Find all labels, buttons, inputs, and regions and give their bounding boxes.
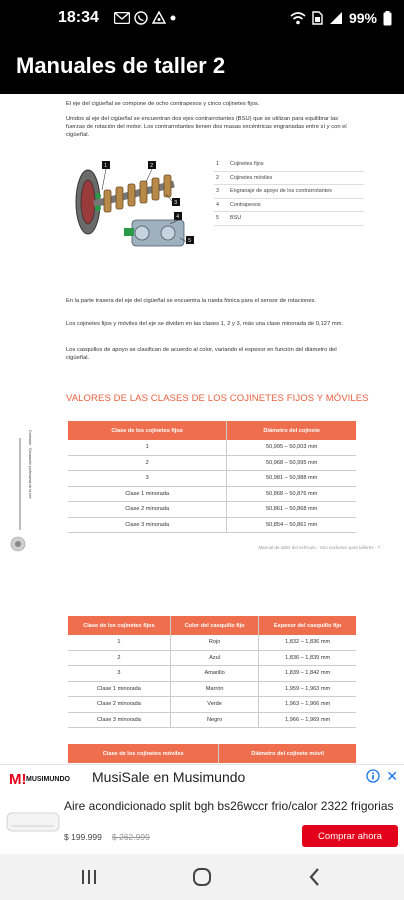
sim-icon bbox=[312, 11, 323, 25]
paragraph-phonic-wheel: En la parte trasera del eje del cigüeñal se encuentra la rueda fónica para el sensor de rotaciones. bbox=[66, 298, 317, 304]
vpn-icon bbox=[152, 11, 166, 25]
notification-icons bbox=[114, 11, 176, 25]
paragraph-bushings: Los casquillos de apoyo se clasifican de acuerdo al color, variando el espesor en función del diámetro del cigüeñal. bbox=[66, 347, 337, 361]
ad-banner[interactable] bbox=[0, 764, 404, 855]
ad-price: $ 199.999 bbox=[64, 832, 102, 842]
table-header: Color del casquillo fijo bbox=[170, 616, 258, 635]
wifi-icon bbox=[290, 12, 306, 25]
paragraph-bsu: Unidos al eje del cigüeñal se encuentran dos ejes contrarrotantes (BSU) que se utilizan para equilibrar las fuerzas de rotación del motor. Los contrarrotantes tienen dos masas excéntricas engranadas entre sí y con el cigüeñal. bbox=[66, 116, 347, 138]
sidebar-vertical-text: Conexión · Desarrollo profesional de la red bbox=[28, 430, 32, 499]
legend-item: 4 Contrapesos bbox=[214, 199, 364, 213]
app-title: Manuales de taller 2 bbox=[16, 53, 226, 78]
table-header: Clase de los cojinetes móviles bbox=[68, 744, 219, 763]
air-conditioner-image bbox=[6, 811, 60, 833]
crankshaft-figure bbox=[66, 158, 206, 258]
svg-text:5: 5 bbox=[188, 238, 192, 244]
page-margin-decoration bbox=[10, 430, 34, 558]
figure-legend bbox=[214, 158, 364, 226]
system-icons bbox=[290, 10, 392, 26]
app-bar bbox=[0, 38, 404, 94]
table-header: Espesor del casquillo fijo bbox=[259, 616, 356, 635]
section-title: VALORES DE LAS CLASES DE LOS COJINETES FIJOS Y MÓVILES bbox=[66, 393, 369, 404]
recent-apps-button[interactable] bbox=[77, 865, 101, 889]
paragraph-bearing-classes: Los cojinetes fijos y móviles del eje se dividen en las clases 1, 2 y 3, más una clase minorada de 0,127 mm. bbox=[66, 321, 344, 327]
table-header-row bbox=[68, 616, 356, 635]
paragraph-crankshaft: El eje del cigüeñal se compone de ocho contrapesos y cinco cojinetes fijos. bbox=[66, 101, 260, 107]
table-header: Clase de los cojinetes fijos bbox=[68, 421, 227, 440]
table-header: Clase de los cojinetes fijos bbox=[68, 616, 170, 635]
svg-text:3: 3 bbox=[174, 200, 178, 206]
svg-text:4: 4 bbox=[176, 214, 180, 220]
legend-item: 1 Cojinetes fijos bbox=[214, 158, 364, 172]
table-row: Clase 2 minorada 50,861 – 50,868 mm bbox=[68, 502, 356, 518]
battery-text: 99% bbox=[348, 10, 377, 26]
table-row: 3 50,981 – 50,988 mm bbox=[68, 471, 356, 487]
main-bearing-diameter-table bbox=[68, 421, 356, 533]
musimundo-logo: M! bbox=[9, 771, 27, 788]
table-row: Clase 1 minorada 50,868 – 50,876 mm bbox=[68, 486, 356, 502]
page-footer-note: Manual de taller del vehículo · Uso exclusivo para talleres · 7 bbox=[258, 545, 380, 550]
ad-close-button[interactable]: ✕ bbox=[386, 768, 398, 784]
system-navigation-bar bbox=[0, 854, 404, 900]
table-row: Clase 3 minorada Negro 1,966 – 1,969 mm bbox=[68, 712, 356, 728]
table-row: 1 50,995 – 50,003 mm bbox=[68, 440, 356, 455]
table-header: Diámetro del cojinete bbox=[227, 421, 356, 440]
signal-icon bbox=[329, 11, 343, 25]
ad-old-price: $ 262.999 bbox=[112, 832, 150, 842]
ad-brand-name: MUSIMUNDO bbox=[26, 776, 70, 783]
legend-item: 2 Cojinetes móviles bbox=[214, 172, 364, 186]
table-row: Clase 2 minorada Verde 1,963 – 1,966 mm bbox=[68, 697, 356, 713]
svg-text:1: 1 bbox=[104, 163, 108, 169]
ad-product-name[interactable]: Aire acondicionado split bgh bs26wccr frio/calor 2322 frigorias bbox=[64, 799, 394, 813]
table-header-row bbox=[68, 744, 356, 763]
svg-text:2: 2 bbox=[150, 163, 154, 169]
table-row: Clase 1 minorada Marrón 1,959 – 1,963 mm bbox=[68, 681, 356, 697]
legend-item: 3 Engranaje de apoyo de los contrarrotantes bbox=[214, 185, 364, 199]
table-header-row bbox=[68, 421, 356, 440]
rod-bearing-table bbox=[68, 744, 356, 763]
table-row: 1 Rojo 1,832 – 1,836 mm bbox=[68, 635, 356, 650]
home-button[interactable] bbox=[190, 865, 214, 889]
gmail-icon bbox=[114, 12, 130, 24]
table-row: 2 Azul 1,836 – 1,839 mm bbox=[68, 650, 356, 666]
legend-item: 5 BSU bbox=[214, 212, 364, 226]
ad-title[interactable]: MusiSale en Musimundo bbox=[92, 769, 246, 785]
bsu-unit bbox=[124, 220, 184, 246]
buy-now-button[interactable]: Comprar ahora bbox=[302, 825, 398, 847]
status-time: 18:34 bbox=[58, 9, 99, 26]
whatsapp-icon bbox=[134, 11, 148, 25]
table-header: Diámetro del cojinete móvil bbox=[219, 744, 356, 763]
adchoices-icon[interactable] bbox=[366, 769, 380, 783]
status-bar bbox=[0, 0, 404, 38]
table-row: 3 Amarillo 1,839 – 1,842 mm bbox=[68, 666, 356, 682]
document-page[interactable] bbox=[0, 94, 404, 764]
back-button[interactable] bbox=[303, 865, 327, 889]
bushing-thickness-table bbox=[68, 616, 356, 728]
table-row: 2 50,968 – 50,995 mm bbox=[68, 455, 356, 471]
dot-icon bbox=[170, 15, 176, 21]
table-row: Clase 3 minorada 50,854 – 50,861 mm bbox=[68, 517, 356, 533]
battery-icon bbox=[383, 11, 392, 26]
